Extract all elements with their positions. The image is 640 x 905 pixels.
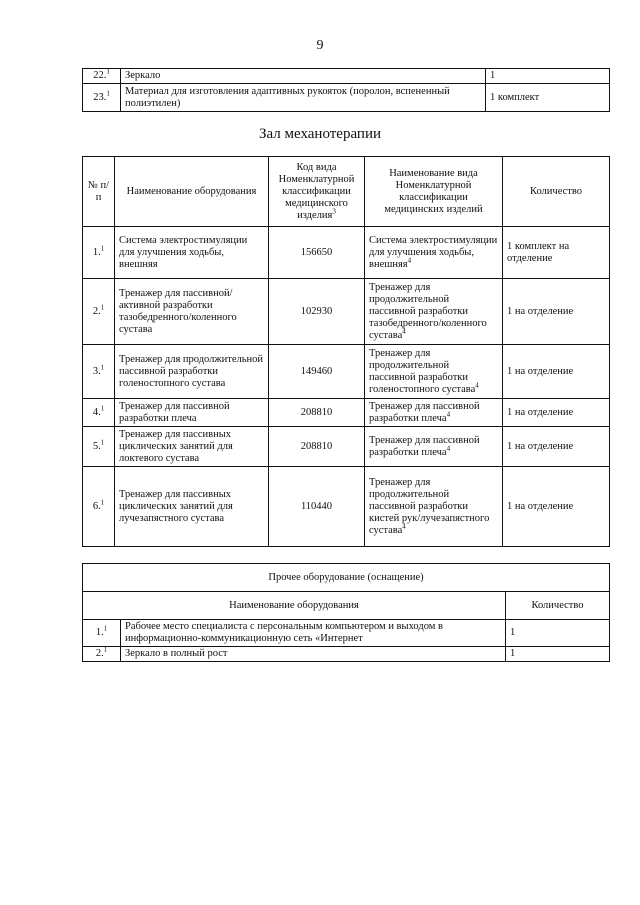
top-equipment-table xyxy=(82,68,610,112)
equipment-code: 149460 xyxy=(269,345,365,399)
equipment-name: Материал для изготовления адаптивных рукояток (поролон, вспененный полиэтилен) xyxy=(121,84,486,112)
table-row xyxy=(83,399,610,427)
header-name: Наименование оборудования xyxy=(83,592,506,620)
table-title-row xyxy=(83,564,610,592)
row-number: 1.$^1$ xyxy=(83,227,115,279)
equipment-code: 156650 xyxy=(269,227,365,279)
equipment-name: Рабочее место специалиста с персональным компьютером и выходом в информационно-коммуникационную сеть «Интернет xyxy=(121,620,506,647)
equipment-kind: Тренажер для продолжительной пассивной разработки кистей рук/лучезапястного сустава$^4$ xyxy=(365,467,503,547)
equipment-quantity: 1 на отделение xyxy=(503,427,610,467)
row-number: 1.$^1$ xyxy=(83,620,121,647)
mechanotherapy-equipment-table xyxy=(82,156,610,547)
row-number: 2.$^1$ xyxy=(83,279,115,345)
table-header-row xyxy=(83,157,610,227)
header-kind: Наименование вида Номенклатурной классификации медицинских изделий xyxy=(365,157,503,227)
equipment-kind: Тренажер для продолжительной пассивной разработки голеностопного сустава$^4$ xyxy=(365,345,503,399)
table-row xyxy=(83,345,610,399)
table-row xyxy=(83,620,610,647)
equipment-quantity: 1 на отделение xyxy=(503,467,610,547)
table-row xyxy=(83,279,610,345)
equipment-name: Тренажер для пассивной разработки плеча xyxy=(115,399,269,427)
row-number: 23.$^1$ xyxy=(83,84,121,112)
table-row xyxy=(83,69,610,84)
equipment-kind: Тренажер для пассивной разработки плеча$^4$ xyxy=(365,427,503,467)
equipment-kind: Тренажер для пассивной разработки плеча$^4$ xyxy=(365,399,503,427)
table-header-row xyxy=(83,592,610,620)
equipment-code: 102930 xyxy=(269,279,365,345)
row-number: 3.$^1$ xyxy=(83,345,115,399)
header-name: Наименование оборудования xyxy=(115,157,269,227)
equipment-name: Система электростимуляции для улучшения ходьбы, внешняя xyxy=(115,227,269,279)
equipment-quantity: 1 комплект на отделение xyxy=(503,227,610,279)
header-code: Код вида Номенклатурной классификации медицинского изделия$^3$ xyxy=(269,157,365,227)
equipment-kind: Тренажер для продолжительной пассивной разработки тазобедренного/коленного сустава$^4$ xyxy=(365,279,503,345)
equipment-quantity: 1 xyxy=(506,647,610,662)
equipment-code: 208810 xyxy=(269,399,365,427)
equipment-code: 208810 xyxy=(269,427,365,467)
row-number: 2.$^1$ xyxy=(83,647,121,662)
other-equipment-title: Прочее оборудование (оснащение) xyxy=(83,564,610,592)
equipment-name: Зеркало xyxy=(121,69,486,84)
table-row xyxy=(83,467,610,547)
equipment-name: Тренажер для продолжительной пассивной разработки голеностопного сустава xyxy=(115,345,269,399)
equipment-quantity: 1 xyxy=(506,620,610,647)
equipment-quantity: 1 на отделение xyxy=(503,345,610,399)
row-number: 4.$^1$ xyxy=(83,399,115,427)
table-row xyxy=(83,227,610,279)
equipment-quantity: 1 комплект xyxy=(486,84,610,112)
header-quantity: Количество xyxy=(503,157,610,227)
equipment-quantity: 1 на отделение xyxy=(503,279,610,345)
row-number: 5.$^1$ xyxy=(83,427,115,467)
equipment-quantity: 1 на отделение xyxy=(503,399,610,427)
header-quantity: Количество xyxy=(506,592,610,620)
equipment-name: Зеркало в полный рост xyxy=(121,647,506,662)
row-number: 22.$^1$ xyxy=(83,69,121,84)
table-row xyxy=(83,427,610,467)
header-number: № п/п xyxy=(83,157,115,227)
table-row xyxy=(83,647,610,662)
equipment-code: 110440 xyxy=(269,467,365,547)
equipment-name: Тренажер для пассивной/активной разработки тазобедренного/коленного сустава xyxy=(115,279,269,345)
table-row xyxy=(83,84,610,112)
other-equipment-table xyxy=(82,563,610,662)
row-number: 6.$^1$ xyxy=(83,467,115,547)
equipment-kind: Система электростимуляции для улучшения ходьбы, внешняя$^4$ xyxy=(365,227,503,279)
section-title: Зал механотерапии xyxy=(258,126,382,142)
page-number: 9 xyxy=(316,38,324,53)
equipment-name: Тренажер для пассивных циклических занятий для локтевого сустава xyxy=(115,427,269,467)
equipment-name: Тренажер для пассивных циклических занятий для лучезапястного сустава xyxy=(115,467,269,547)
equipment-quantity: 1 xyxy=(486,69,610,84)
